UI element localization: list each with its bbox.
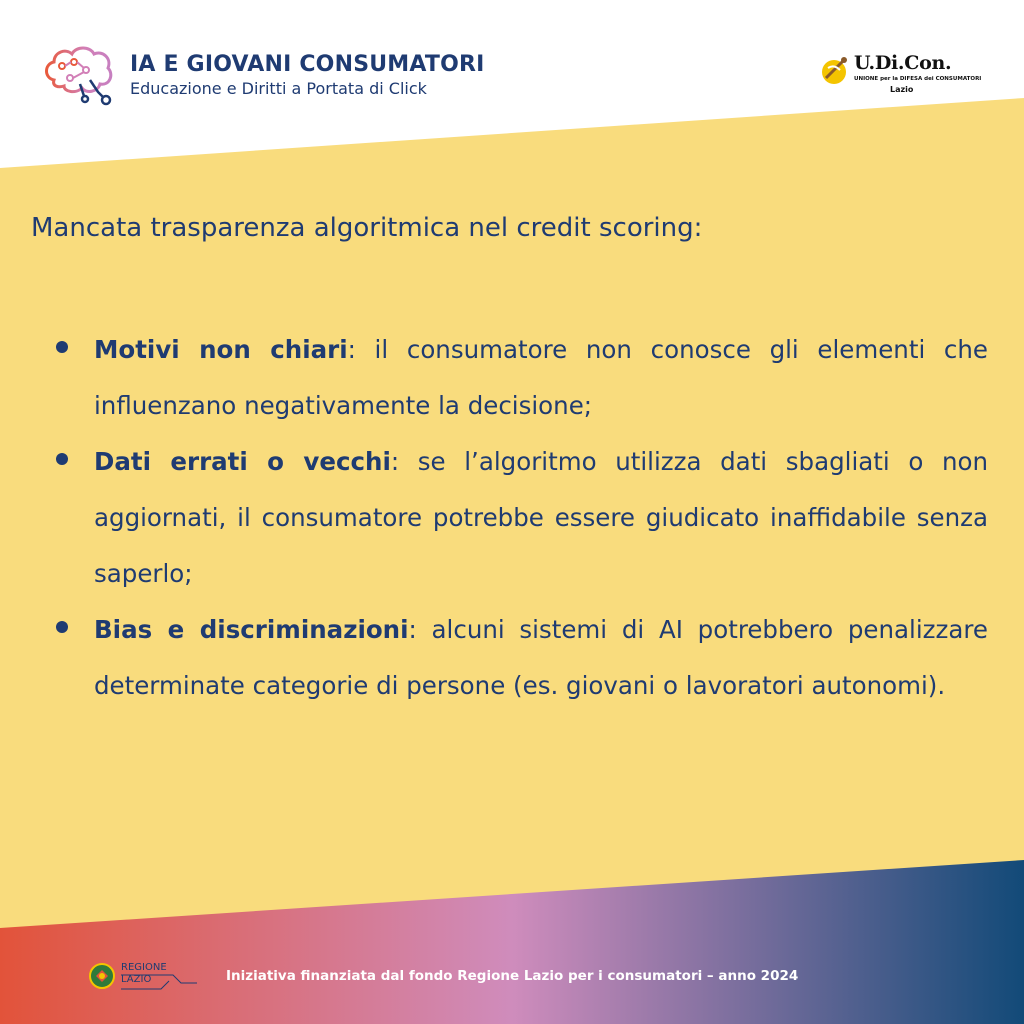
udicon-logo xyxy=(818,48,980,100)
bullet-dot-icon xyxy=(56,453,68,465)
udicon-tagline: UNIONE per la DIFESA dei CONSUMATORI xyxy=(854,76,982,82)
footer-band xyxy=(0,860,1024,1024)
bullet-item xyxy=(52,434,988,602)
funding-note: Iniziativa finanziata dal fondo Regione Lazio per i consumatori – anno 2024 xyxy=(226,968,799,984)
bullet-text: : il consumatore non conosce gli elementi che influenzano negativamente la decisione; xyxy=(94,335,988,420)
project-subtitle: Educazione e Diritti a Portata di Click xyxy=(130,79,427,98)
regione-lazio-emblem-icon xyxy=(88,962,116,990)
bullet-dot-icon xyxy=(56,341,68,353)
bullet-dot-icon xyxy=(56,621,68,633)
bullet-term: Motivi non chiari xyxy=(94,335,348,364)
regione-lazio-name: REGIONE LAZIO xyxy=(121,962,167,985)
bullet-item xyxy=(52,602,988,714)
udicon-region: Lazio xyxy=(890,85,914,94)
bullet-term: Dati errati o vecchi xyxy=(94,447,391,476)
regione-lazio-lines xyxy=(121,974,201,990)
project-title: IA E GIOVANI CONSUMATORI xyxy=(130,52,485,77)
bullet-item xyxy=(52,322,988,434)
bullet-list xyxy=(52,322,988,714)
bullet-text: : alcuni sistemi di AI potrebbero penalizzare determinate categorie di persone (es. giovani o lavoratori autonomi). xyxy=(94,615,988,700)
udicon-name: U.Di.Con. xyxy=(854,52,952,74)
project-brand xyxy=(40,40,485,110)
footer xyxy=(88,960,798,992)
regione-lazio-logo xyxy=(88,960,206,992)
bullet-term: Bias e discriminazioni xyxy=(94,615,409,644)
brain-circuit-icon xyxy=(40,40,120,110)
bullet-text: : se l’algoritmo utilizza dati sbagliati o non aggiornati, il consumatore potrebbe essere giudicato inaffidabile senza saperlo; xyxy=(94,447,988,588)
udicon-emblem-icon xyxy=(820,54,852,86)
page-heading: Mancata trasparenza algoritmica nel credit scoring: xyxy=(31,213,703,243)
